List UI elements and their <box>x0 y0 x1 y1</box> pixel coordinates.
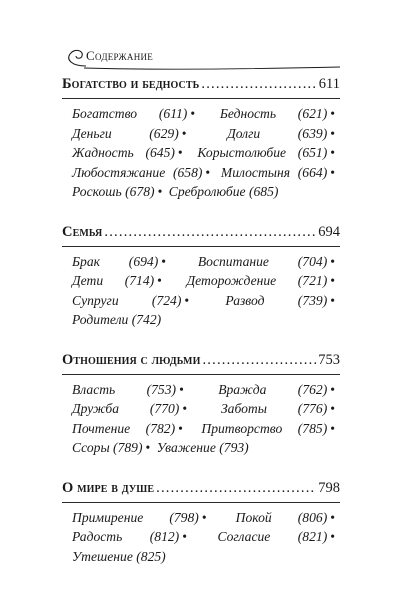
section-page-number: 753 <box>318 351 340 368</box>
section-divider <box>62 502 340 503</box>
toc-entry[interactable]: Покой (806) <box>235 509 328 525</box>
bullet-icon: • <box>330 253 335 269</box>
bullet-icon: • <box>178 420 183 436</box>
toc-entry[interactable]: Роскошь (678) <box>72 184 155 199</box>
toc-entry[interactable]: Супруги (724) <box>72 292 182 308</box>
toc-entry[interactable]: Заботы (776) <box>220 401 328 416</box>
bullet-icon: • <box>330 145 335 160</box>
bullet-icon: • <box>205 164 211 180</box>
bullet-icon: • <box>157 184 163 199</box>
toc-entry[interactable]: Притворство (785) <box>201 420 328 436</box>
bullet-icon: • <box>184 292 190 308</box>
section-entries <box>62 380 340 458</box>
toc-entry[interactable]: Корыстолюбие (651) <box>197 145 328 160</box>
section-title: Богатство и бедность <box>62 76 200 92</box>
bullet-icon: • <box>330 509 335 525</box>
page-header <box>62 44 342 72</box>
toc-entry[interactable]: Брак (694) <box>72 253 159 269</box>
toc-entry[interactable]: Любостяжание (658) <box>72 164 203 180</box>
toc-entry[interactable]: Развод (739) <box>225 292 328 308</box>
bullet-icon: • <box>182 401 188 416</box>
toc-entry[interactable]: Жадность (645) <box>72 145 175 160</box>
section-entries <box>62 252 340 330</box>
toc-entry[interactable]: Деньги (629) <box>72 125 179 141</box>
toc-entry[interactable]: Воспитание (704) <box>197 253 328 269</box>
bullet-icon: • <box>330 106 336 121</box>
bullet-icon: • <box>330 381 336 397</box>
toc-section-heading[interactable] <box>62 478 340 498</box>
toc-entry[interactable]: Ссоры (789) <box>72 440 143 455</box>
section-title: О мире в душе <box>62 479 155 496</box>
toc-entry[interactable]: Сребролюбие (685) <box>168 184 279 199</box>
bullet-icon: • <box>179 381 184 397</box>
bullet-icon: • <box>157 273 162 288</box>
section-page-number: 798 <box>318 479 340 496</box>
bullet-icon: • <box>182 529 187 544</box>
bullet-icon: • <box>330 125 335 141</box>
dot-leader <box>201 74 316 94</box>
bullet-icon: • <box>330 420 335 436</box>
table-of-contents <box>62 74 340 566</box>
bullet-icon: • <box>181 125 187 141</box>
section-entries <box>62 104 340 202</box>
dot-leader <box>202 350 316 370</box>
bullet-icon: • <box>161 253 167 269</box>
bullet-icon: • <box>177 145 183 160</box>
toc-section <box>62 222 340 330</box>
toc-entry[interactable]: Дети (714) <box>72 273 155 288</box>
toc-section <box>62 74 340 202</box>
toc-entry[interactable]: Примирение (798) <box>72 509 199 525</box>
toc-entry[interactable]: Вражда (762) <box>218 381 328 397</box>
bullet-icon: • <box>190 106 196 121</box>
toc-section-heading[interactable] <box>62 74 340 94</box>
section-title: Отношения с людьми <box>62 351 201 368</box>
toc-entry[interactable]: Деторождение (721) <box>186 273 328 288</box>
section-page-number: 611 <box>318 76 340 92</box>
toc-entry[interactable]: Утешение (825) <box>72 548 166 564</box>
toc-entry[interactable]: Долги (639) <box>227 125 328 141</box>
toc-section <box>62 350 340 458</box>
bullet-icon: • <box>145 440 151 455</box>
toc-entry[interactable]: Родители (742) <box>72 312 162 327</box>
toc-entry[interactable]: Согласие (821) <box>217 529 328 544</box>
section-entries <box>62 508 340 567</box>
toc-entry[interactable]: Почтение (782) <box>72 420 176 436</box>
toc-section-heading[interactable] <box>62 350 340 370</box>
toc-entry[interactable]: Уважение (793) <box>156 440 249 455</box>
section-divider <box>62 246 340 247</box>
section-title: Семья <box>62 223 103 240</box>
toc-section <box>62 478 340 567</box>
toc-entry[interactable]: Богатство (611) <box>72 106 188 121</box>
toc-section-heading[interactable] <box>62 222 340 242</box>
section-page-number: 694 <box>318 223 340 240</box>
bullet-icon: • <box>330 529 335 544</box>
toc-entry[interactable]: Радость (812) <box>72 529 180 544</box>
section-divider <box>62 98 340 99</box>
bullet-icon: • <box>330 401 335 416</box>
bullet-icon: • <box>330 273 335 288</box>
bullet-icon: • <box>330 292 336 308</box>
dot-leader <box>104 222 316 242</box>
dot-leader <box>156 478 316 498</box>
toc-entry[interactable]: Власть (753) <box>72 381 177 397</box>
section-divider <box>62 374 340 375</box>
bullet-icon: • <box>330 164 335 180</box>
toc-entry[interactable]: Милостыня (664) <box>220 164 328 180</box>
bullet-icon: • <box>201 509 207 525</box>
toc-entry[interactable]: Дружба (770) <box>72 401 180 416</box>
toc-entry[interactable]: Бедность (621) <box>219 106 328 121</box>
page-title: Содержание <box>86 48 154 63</box>
